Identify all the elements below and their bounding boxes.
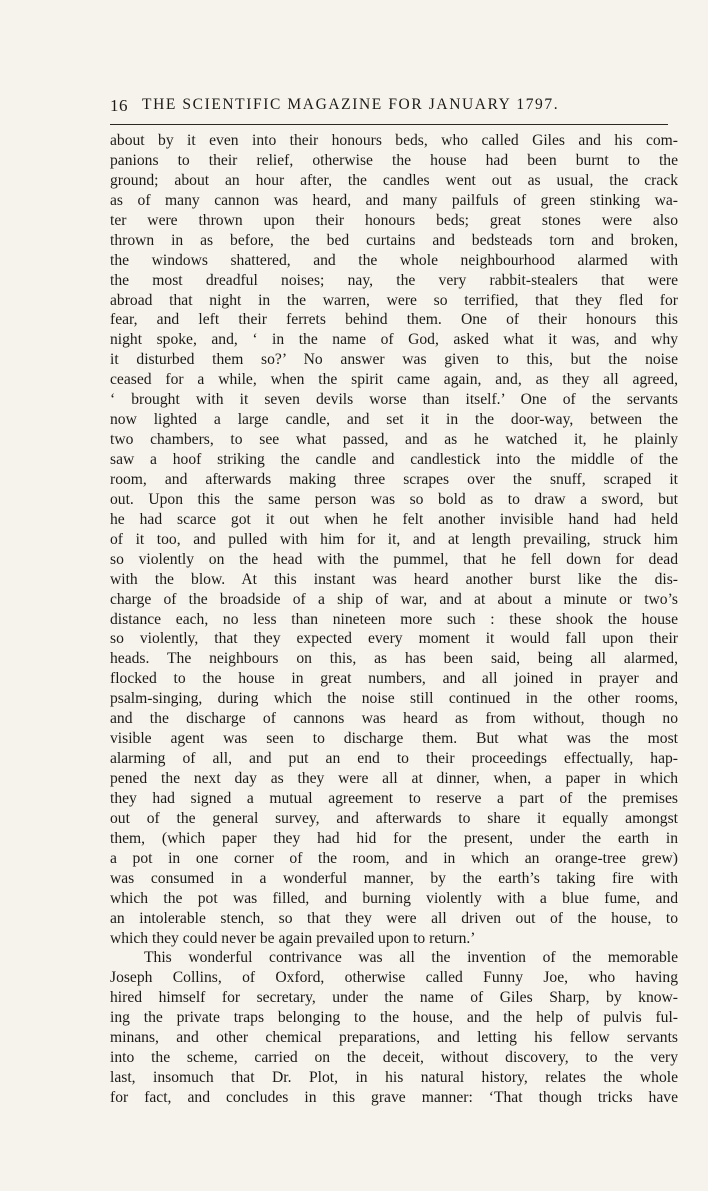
- text-line: charge of the broadside of a ship of war, and at about a minute or two’s: [110, 590, 678, 608]
- text-line: for fact, and concludes in this grave manner: ‘That though tricks have: [110, 1089, 678, 1106]
- text-line: last, insomuch that Dr. Plot, in his natural history, relates the whole: [110, 1069, 678, 1087]
- text-line: the windows shattered, and the whole neighbourhood alarmed with: [110, 251, 678, 269]
- text-line: abroad that night in the warren, were so terrified, that they fled for: [110, 291, 678, 309]
- text-line: a pot in one corner of the room, and in which an orange-tree grew): [110, 849, 678, 867]
- text-line: panions to their relief, otherwise the house had been burnt to the: [110, 151, 678, 169]
- text-line: about by it even into their honours beds, who called Giles and his com-: [110, 132, 678, 149]
- text-line: of it too, and pulled with him for it, and at length prevailing, struck him: [110, 530, 678, 548]
- body-text: [110, 131, 678, 1108]
- text-line: which they could never be again prevailed upon to return.’: [110, 929, 476, 947]
- text-line: and the discharge of cannons was heard as from without, though no: [110, 710, 678, 728]
- journal-title: THE SCIENTIFIC MAGAZINE FOR JANUARY 1797.: [142, 96, 560, 113]
- text-line: the most dreadful noises; nay, the very rabbit-stealers that were: [110, 271, 678, 289]
- text-line: pened the next day as they were all at dinner, when, a paper in which: [110, 770, 678, 787]
- text-line: alarming of all, and put an end to their proceedings effectually, hap-: [110, 750, 678, 768]
- text-line: out. Upon this the same person was so bold as to draw a sword, but: [110, 490, 678, 508]
- text-line: ‘ brought with it seven devils worse than itself.’ One of the servants: [110, 391, 678, 409]
- text-line: flocked to the house in great numbers, and all joined in prayer and: [110, 670, 678, 688]
- text-line: ter were thrown upon their honours beds; great stones were also: [110, 211, 678, 229]
- text-line: with the blow. At this instant was heard another burst like the dis-: [110, 570, 678, 588]
- text-line: they had signed a mutual agreement to reserve a part of the premises: [110, 789, 678, 807]
- running-head: [110, 96, 670, 122]
- text-line: heads. The neighbours on this, as has been said, being all alarmed,: [110, 650, 678, 668]
- text-line: ground; about an hour after, the candles went out as usual, the crack: [110, 171, 678, 189]
- text-line: minans, and other chemical preparations, and letting his fellow servants: [110, 1029, 678, 1047]
- text-line: which the pot was filled, and burning violently with a blue fume, and: [110, 889, 678, 907]
- text-line: an intolerable stench, so that they were all driven out of the house, to: [110, 909, 678, 927]
- text-line: was consumed in a wonderful manner, by the earth’s taking fire with: [110, 869, 678, 887]
- text-line: psalm-singing, during which the noise still continued in the other rooms,: [110, 690, 678, 708]
- text-line: now lighted a large candle, and set it in the door-way, between the: [110, 411, 678, 429]
- text-line: out of the general survey, and afterwards to share it equally amongst: [110, 809, 678, 827]
- text-line: as of many cannon was heard, and many pailfuls of green stinking wa-: [110, 191, 678, 209]
- text-line: hired himself for secretary, under the name of Giles Sharp, by know-: [110, 989, 678, 1007]
- text-line: two chambers, to see what passed, and as he watched it, he plainly: [110, 431, 678, 449]
- text-line: saw a hoof striking the candle and candlestick into the middle of the: [110, 451, 678, 468]
- text-line: Joseph Collins, of Oxford, otherwise called Funny Joe, who having: [110, 969, 678, 987]
- text-line: ceased for a while, when the spirit came again, and, as they all agreed,: [110, 371, 678, 389]
- text-line: night spoke, and, ‘ in the name of God, asked what it was, and why: [110, 331, 678, 349]
- text-line: visible agent was seen to discharge them. But what was the most: [110, 730, 678, 748]
- text-line: fear, and left their ferrets behind them. One of their honours this: [110, 311, 678, 329]
- header-rule: [110, 124, 668, 125]
- text-line: ing the private traps belonging to the house, and the help of pulvis ful-: [110, 1009, 678, 1027]
- text-line: it disturbed them so?’ No answer was given to this, but the noise: [110, 351, 678, 369]
- text-line: This wonderful contrivance was all the invention of the memorable: [144, 949, 678, 967]
- text-line: thrown in as before, the bed curtains and bedsteads torn and broken,: [110, 231, 678, 249]
- text-line: them, (which paper they had hid for the present, under the earth in: [110, 829, 678, 847]
- text-line: so violently, that they expected every moment it would fall upon their: [110, 630, 678, 648]
- text-line: so violently on the head with the pummel, that he fell down for dead: [110, 550, 678, 568]
- page-number: 16: [110, 96, 128, 115]
- text-line: room, and afterwards making three scrapes over the snuff, scraped it: [110, 470, 678, 488]
- text-line: distance each, no less than nineteen more such : these shook the house: [110, 610, 678, 628]
- text-line: he had scarce got it out when he felt another invisible hand had held: [110, 510, 678, 528]
- text-line: into the scheme, carried on the deceit, without discovery, to the very: [110, 1049, 678, 1067]
